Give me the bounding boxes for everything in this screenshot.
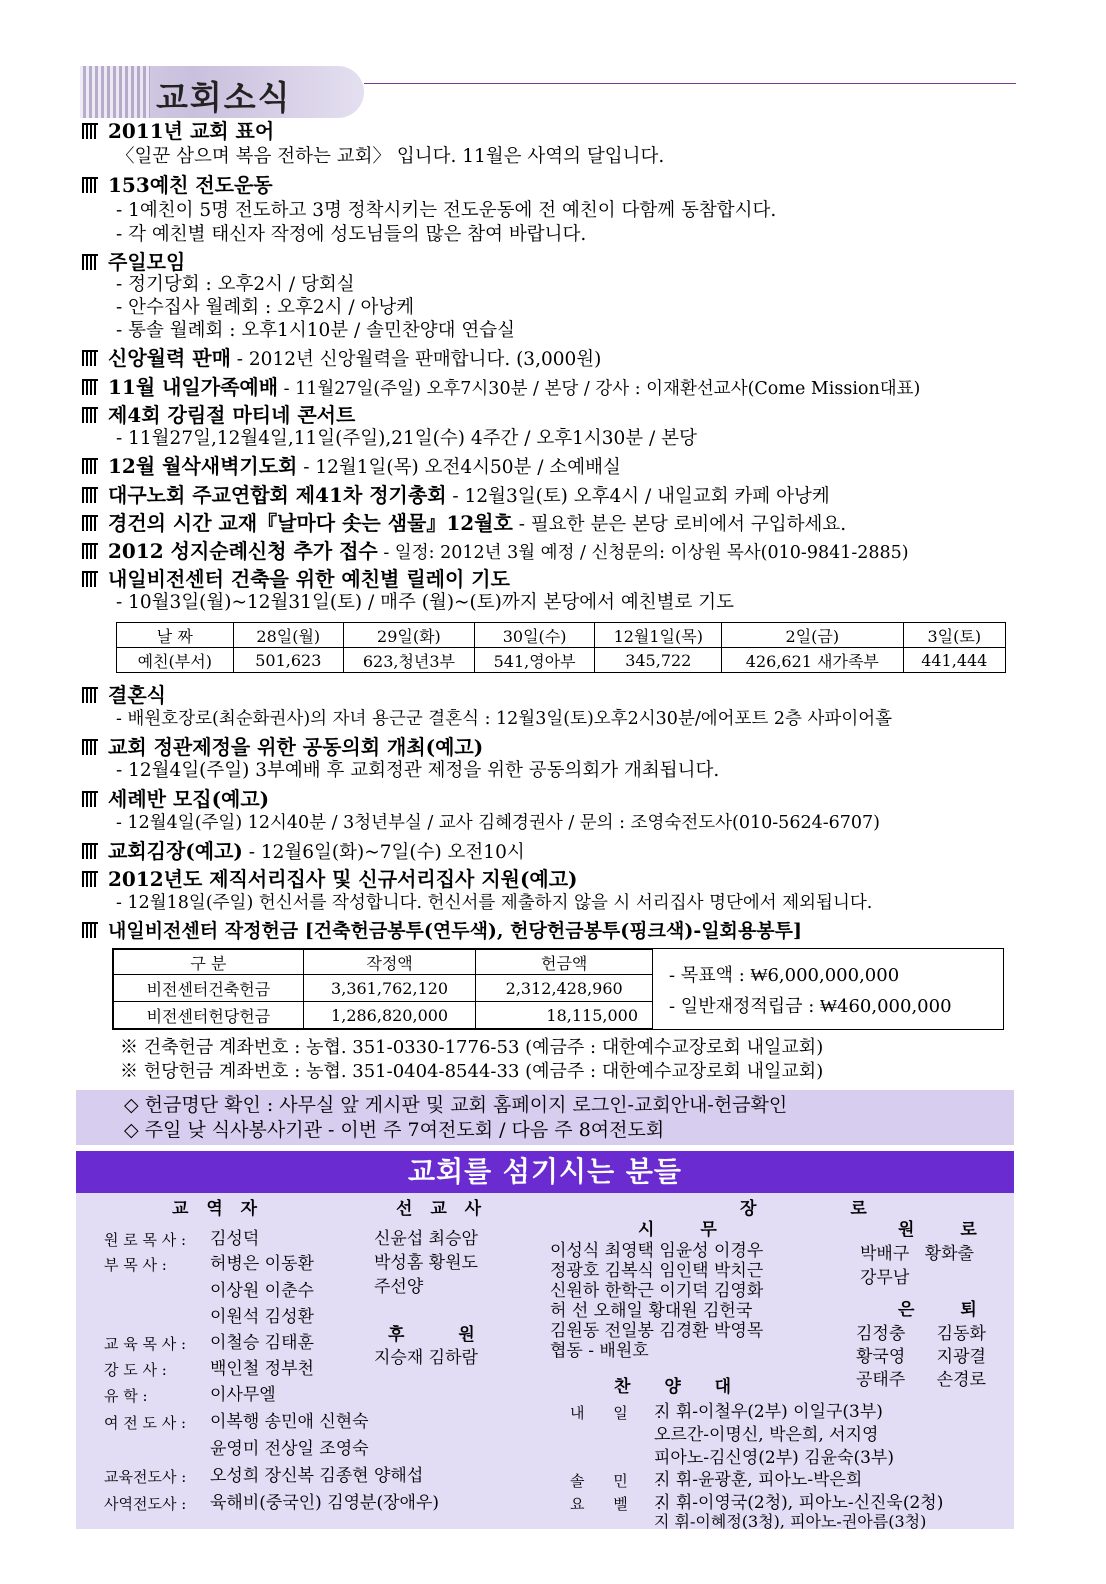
account-line: ※ 헌당헌금 계좌번호 : 농협. 351-0404-8544-33 (예금주 : 대한예수교장로회 내일교회) [120, 1061, 824, 1082]
news-detail: - 배원호장로(최순화권사)의 자녀 용근군 결혼식 : 12월3일(토)오후2시30분/에어포트 2층 사파이어홀 [116, 709, 893, 729]
news-title: 세례반 모집(예고) [108, 787, 270, 811]
fund-general-reserve: - 일반재정적립금 : ₩460,000,000 [669, 996, 952, 1017]
table-cell: 3,361,762,120 [303, 975, 476, 1002]
table-header-cell: 헌금액 [476, 950, 653, 975]
account-notes [120, 1036, 823, 1084]
news-detail: - 정기당회 : 오후2시 / 당회실 [116, 274, 355, 295]
bullet-icon [82, 739, 98, 755]
table-header-cell: 28일(월) [233, 623, 343, 648]
notice-text: 헌금명단 확인 : 사무실 앞 게시판 및 교회 홈페이지 로그인-교회안내-헌금확인 [144, 1094, 788, 1116]
news-detail: - 12월18일(주일) 헌신서를 작성합니다. 헌신서를 제출하지 않을 시 서리집사 명단에서 제외됩니다. [116, 893, 873, 913]
table-header-cell: 구 분 [114, 950, 304, 975]
staff-names: 김성덕 [210, 1229, 260, 1249]
bullet-icon [82, 487, 98, 503]
missionary-names: 주선양 [374, 1277, 424, 1297]
retired-names: 공태주 손경로 [856, 1370, 986, 1390]
table-cell: 비전센터건축헌금 [114, 975, 304, 1002]
bullet-icon [82, 791, 98, 807]
news-item [82, 172, 273, 200]
news-title: 제4회 강림절 마티네 콘서트 [108, 403, 356, 427]
news-inline-detail: - 12월3일(토) 오후4시 / 내일교회 카페 아낭케 [446, 486, 830, 507]
active-elder-names: 허 선 오해일 황대원 김헌국 [550, 1301, 753, 1321]
staff-role: 원 로 목 사 : [104, 1231, 187, 1249]
missionary-names: 신윤섭 최승암 [374, 1229, 478, 1249]
staff-heading: 교 역 자 [172, 1199, 264, 1219]
bullet-icon [82, 687, 98, 703]
news-title: 12월 월삭새벽기도회 [108, 454, 298, 478]
staff-names: 허병은 이동환 [210, 1254, 314, 1274]
staff-role: 여 전 도 사 : [104, 1414, 187, 1432]
news-inline-detail: - 12월1일(목) 오전4시50분 / 소예배실 [297, 457, 621, 478]
staff-section [76, 1193, 1014, 1529]
choir-names: 지 휘-이혜정(3청), 피아노-권아름(3청) [654, 1512, 927, 1531]
staff-role: 교육전도사 : [104, 1468, 187, 1486]
bullet-icon [82, 407, 98, 423]
diamond-icon: ◇ [124, 1119, 145, 1141]
bullet-icon [82, 254, 98, 270]
news-title: 2012 성지순례신청 추가 접수 [108, 539, 378, 563]
choir-names: 지 휘-윤광훈, 피아노-박은희 [654, 1470, 863, 1490]
retired-names: 김정충 김동화 [856, 1324, 986, 1344]
table-cell: 1,286,820,000 [303, 1002, 476, 1029]
missionary-names: 박성홈 황원도 [374, 1253, 478, 1273]
news-item [82, 918, 802, 945]
news-inline-detail: - 일정: 2012년 3월 예정 / 신청문의: 이상원 목사(010-9841-2885) [377, 543, 909, 563]
bullet-icon [82, 843, 98, 859]
table-row [117, 648, 1006, 673]
news-title: 경건의 시간 교재『날마다 솟는 샘물』12월호 [108, 511, 513, 535]
active-elder-names: 협동 - 배원호 [550, 1341, 649, 1361]
table-header-cell: 30일(수) [474, 623, 595, 648]
account-line: ※ 건축헌금 계좌번호 : 농협. 351-0330-1776-53 (예금주 : 대한예수교장로회 내일교회) [120, 1037, 824, 1058]
news-title: 교회 정관제정을 위한 공동의회 개최(예고) [108, 735, 484, 759]
table-header-cell: 3일(토) [903, 623, 1005, 648]
table-cell: 비전센터헌당헌금 [114, 1002, 304, 1029]
news-inline-detail: - 11월27일(주일) 오후7시30분 / 본당 / 강사 : 이재환선교사(Come Mission대표) [278, 379, 921, 399]
staff-role: 사역전도사 : [104, 1495, 187, 1513]
news-item [82, 838, 525, 866]
news-title: 교회김장(예고) [108, 839, 243, 863]
news-detail: - 12월4일(주일) 12시40분 / 3청년부실 / 교사 김혜경권사 / 문의 : 조영숙전도사(010-5624-6707) [116, 813, 880, 833]
table-cell: 345,722 [595, 648, 722, 673]
news-item [82, 374, 920, 402]
choir-role: 솔 민 : [570, 1472, 662, 1490]
choir-heading: 찬 양 대 [614, 1377, 746, 1397]
news-title: 결혼식 [108, 683, 166, 707]
news-item [82, 510, 846, 538]
staff-role: 유 학 : [104, 1387, 148, 1405]
news-inline-detail: - 2012년 신앙월력을 판매합니다. (3,000원) [230, 349, 602, 370]
bullet-icon [82, 350, 98, 366]
bullet-icon [82, 123, 98, 139]
staff-names: 백인철 정부천 [210, 1359, 314, 1379]
notice-line [124, 1092, 787, 1118]
news-detail: - 11월27일,12월4일,11일(주일),21일(수) 4주간 / 오후1시30분 / 본당 [116, 428, 697, 449]
table-header-cell: 2일(금) [722, 623, 903, 648]
staff-section-title: 교회를 섬기시는 분들 [76, 1151, 1014, 1193]
staff-names: 윤영미 전상일 조영숙 [210, 1439, 369, 1459]
staff-names: 육해비(중국인) 김영분(장애우) [210, 1493, 439, 1513]
news-detail: - 10월3일(월)~12월31일(토) / 매주 (월)~(토)까지 본당에서 예친별로 기도 [116, 592, 734, 613]
retired-names: 황국영 지광결 [856, 1347, 986, 1367]
choir-names: 지 휘-이영국(2청), 피아노-신진욱(2청) [654, 1493, 944, 1513]
table-row [114, 975, 653, 1002]
table-cell: 426,621 새가족부 [722, 648, 903, 673]
news-detail: - 1예친이 5명 전도하고 3명 정착시키는 전도운동에 전 예친이 다함께 동참합시다. [116, 200, 777, 221]
active-elder-names: 정광호 김복식 임인택 박치근 [550, 1261, 764, 1281]
news-detail: 〈일꾼 삼으며 복음 전하는 교회〉 입니다. 11월은 사역의 달입니다. [116, 146, 665, 167]
news-title: 내일비전센터 작정헌금 [건축헌금봉투(연두색), 헌당헌금봉투(핑크색)-일회용봉투] [108, 920, 802, 942]
active-elder-heading: 시 무 [638, 1220, 737, 1240]
bullet-icon [82, 177, 98, 193]
prayer-relay-table [116, 622, 1006, 673]
active-elder-names: 이성식 최영택 임윤성 이경우 [550, 1241, 764, 1261]
staff-role: 강 도 사 : [104, 1361, 167, 1379]
bullet-icon [82, 922, 98, 938]
table-cell: 623,청년3부 [344, 648, 475, 673]
table-header-cell: 날 짜 [117, 623, 234, 648]
staff-names: 이복행 송민애 신현숙 [210, 1412, 369, 1432]
table-cell: 2,312,428,960 [476, 975, 653, 1002]
header-rule [364, 83, 1016, 84]
staff-names: 이사무엘 [210, 1385, 276, 1405]
emeritus-names: 강무남 [860, 1268, 910, 1288]
notice-text: 주일 낮 식사봉사기관 - 이번 주 7여전도회 / 다음 주 8여전도회 [144, 1119, 665, 1141]
page-title: 교회소식 [156, 78, 292, 117]
news-title: 내일비전센터 건축을 위한 예친별 릴레이 기도 [108, 567, 510, 591]
news-detail: - 통솔 월례회 : 오후1시10분 / 솔민찬양대 연습실 [116, 320, 516, 341]
staff-names: 이원석 김성환 [210, 1307, 314, 1327]
notice-band [76, 1090, 1014, 1145]
news-title: 153예친 전도운동 [108, 173, 273, 197]
bullet-icon [82, 379, 98, 395]
news-item [82, 482, 830, 510]
news-title: 2011년 교회 표어 [108, 119, 275, 143]
news-inline-detail: - 12월6일(화)~7일(수) 오전10시 [242, 842, 525, 863]
table-header-cell: 작정액 [303, 950, 476, 975]
table-cell: 441,444 [903, 648, 1005, 673]
news-title: 11월 내일가족예배 [108, 375, 279, 399]
retired-heading: 은 퇴 [898, 1300, 997, 1320]
news-detail: - 12월4일(주일) 3부예배 후 교회정관 제정을 위한 공동의회가 개최됩니다. [116, 760, 720, 781]
staff-role: 부 목 사 : [104, 1256, 167, 1274]
news-detail: - 각 예친별 태신자 작정에 성도님들의 많은 참여 바랍니다. [116, 224, 587, 245]
bullet-icon [82, 543, 98, 559]
staff-names: 오성희 장신복 김종현 양해섭 [210, 1466, 424, 1486]
bullet-icon [82, 871, 98, 887]
choir-names: 피아노-김신영(2부) 김윤숙(3부) [654, 1448, 894, 1468]
active-elder-names: 김원동 전일봉 김경환 박영목 [550, 1321, 764, 1341]
bullet-icon [82, 458, 98, 474]
table-cell: 예친(부서) [117, 648, 234, 673]
table-header-cell: 29일(화) [344, 623, 475, 648]
news-item [82, 538, 909, 566]
active-elder-names: 신원하 한학근 이기덕 김영화 [550, 1281, 764, 1301]
staff-role: 교 육 목 사 : [104, 1335, 187, 1353]
choir-role: 요 벨 : [570, 1495, 662, 1513]
choir-role: 내 일 : [570, 1404, 662, 1422]
news-item [82, 345, 601, 373]
fund-goal: - 목표액 : ₩6,000,000,000 [669, 965, 900, 986]
table-cell: 18,115,000 [476, 1002, 653, 1029]
news-title: 신앙월력 판매 [108, 346, 231, 370]
news-title: 주일모임 [108, 250, 186, 274]
table-header-row [114, 950, 653, 975]
choir-names: 오르간-이명신, 박은희, 서지영 [654, 1425, 879, 1445]
diamond-icon: ◇ [124, 1094, 145, 1116]
table-cell: 541,영아부 [474, 648, 595, 673]
header-stripe-decoration [80, 66, 150, 118]
section-header [80, 66, 364, 118]
news-title: 대구노회 주교연합회 제41차 정기총회 [108, 483, 447, 507]
supporter-heading: 후 원 [388, 1325, 499, 1345]
fund-table [113, 949, 653, 1029]
elder-heading: 장 로 [740, 1199, 911, 1219]
news-title: 2012년도 제직서리집사 및 신규서리집사 지원(예고) [108, 867, 578, 891]
notice-line [124, 1117, 664, 1143]
supporter-names: 지승재 김하람 [374, 1348, 478, 1368]
emeritus-names: 박배구 황화출 [860, 1244, 974, 1264]
staff-names: 이철승 김태훈 [210, 1333, 314, 1353]
emeritus-heading: 원 로 [898, 1220, 997, 1240]
table-header-row [117, 623, 1006, 648]
choir-names: 지 휘-이철우(2부) 이일구(3부) [654, 1402, 883, 1422]
news-inline-detail: - 필요한 분은 본당 로비에서 구입하세요. [512, 514, 847, 535]
news-detail: - 안수집사 월례회 : 오후2시 / 아낭케 [116, 297, 415, 318]
table-row [114, 1002, 653, 1029]
bullet-icon [82, 515, 98, 531]
table-cell: 501,623 [233, 648, 343, 673]
news-item [82, 118, 274, 146]
table-header-cell: 12월1일(목) [595, 623, 722, 648]
news-item [82, 453, 621, 481]
staff-names: 이상원 이춘수 [210, 1281, 314, 1301]
bullet-icon [82, 571, 98, 587]
missionary-heading: 선 교 사 [396, 1199, 488, 1219]
fund-table-frame [112, 948, 1004, 1030]
